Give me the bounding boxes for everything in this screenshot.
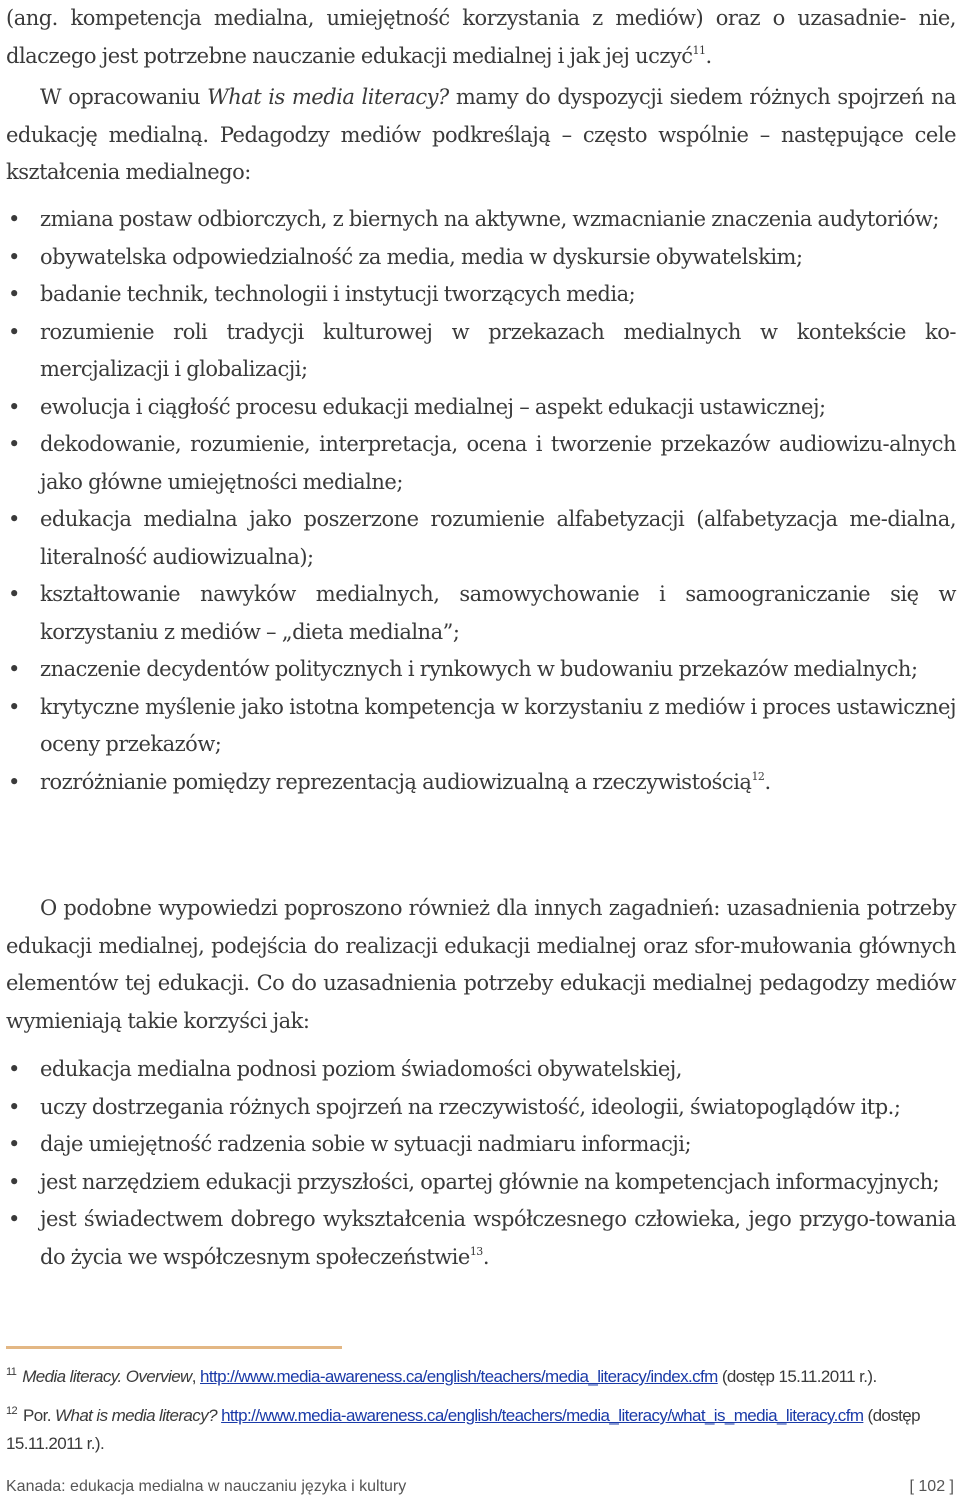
page-number: [ 102 ] bbox=[909, 1478, 954, 1495]
list-item-text: daje umiejętność radzenia sobie w sytuacji nadmiaru informacji; bbox=[40, 1132, 692, 1156]
list-item bbox=[6, 651, 956, 689]
footnotes bbox=[6, 1358, 956, 1458]
intro-line-1: (ang. kompetencja medialna, umiejętność korzystania z mediów) oraz o uzasadnie- bbox=[6, 6, 907, 30]
list-item-text: jest świadectwem dobrego wykształcenia współczesnego człowieka, jego przygo-towania do życia we współczesnym społeczeństwie bbox=[40, 1207, 956, 1269]
footnote-number: 11 bbox=[6, 1366, 17, 1378]
benefits-list bbox=[6, 1051, 956, 1276]
list-item bbox=[6, 1126, 956, 1164]
intro-line-2: nie, dlaczego jest potrzebne nauczanie edukacji medialnej i jak jej uczyć bbox=[6, 6, 956, 68]
list-item-text: dekodowanie, rozumienie, interpretacja, ocena i tworzenie przekazów audiowizu-alnych jako główne umiejętności medialne; bbox=[40, 432, 956, 494]
footnote-suffix: (dostęp 15.11.2011 r.). bbox=[6, 1406, 921, 1453]
list-item bbox=[6, 1089, 956, 1127]
intro-paragraph bbox=[6, 0, 956, 75]
list-item bbox=[6, 1201, 956, 1276]
footnote-link[interactable]: http://www.media-awareness.ca/english/teachers/media_literacy/what_is_media_literacy.cfm bbox=[221, 1406, 864, 1425]
list-item bbox=[6, 314, 956, 389]
list-item-text: rozumienie roli tradycji kulturowej w przekazach medialnych w kontekście ko-mercjalizacji i globalizacji; bbox=[40, 319, 956, 381]
paragraph-benefits-intro bbox=[6, 890, 956, 1040]
footnote-12 bbox=[6, 1397, 956, 1458]
list-item-text: edukacja medialna podnosi poziom świadomości obywatelskiej, bbox=[40, 1057, 682, 1081]
footnote-ref-13[interactable]: 13 bbox=[469, 1244, 483, 1258]
list-item-text: jest narzędziem edukacji przyszłości, opartej głównie na kompetencjach informacyjnych; bbox=[40, 1169, 940, 1194]
para2-start: W opracowaniu bbox=[40, 85, 208, 109]
list-item-text: uczy dostrzegania różnych spojrzeń na rzeczywistość, ideologii, światopoglądów itp.; bbox=[40, 1094, 901, 1119]
footnote-italic-title: What is media literacy? bbox=[55, 1406, 217, 1425]
footnote-ref-12[interactable]: 12 bbox=[751, 769, 765, 783]
footnote-prefix: Por. bbox=[23, 1406, 56, 1425]
intro-end: . bbox=[705, 43, 712, 68]
footnote-11 bbox=[6, 1358, 956, 1391]
list-item bbox=[6, 576, 956, 651]
footnote-divider bbox=[6, 1346, 342, 1349]
list-item bbox=[6, 239, 956, 277]
para3-text: O podobne wypowiedzi poproszono również dla innych zagadnień: uzasadnienia potrzeby edukacji medialnej, podejścia do realizacji edukacji medialnej oraz sfor-mułowania głównych elementów tej edukacji. Co do uzasadnienia potrzeby edukacji medialnej pedagodzy mediów wymieniają takie korzyści jak: bbox=[6, 896, 956, 1033]
list-item bbox=[6, 689, 956, 764]
list-item-text: zmiana postaw odbiorczych, z biernych na aktywne, wzmacnianie znaczenia audytoriów; bbox=[40, 207, 939, 231]
para2-rest: mamy do dyspozycji siedem różnych spojrzeń na edukację medialną. Pedagodzy mediów podkreślają – często wspólnie – następujące cele kształcenia medialnego: bbox=[6, 85, 956, 184]
list-item-end: . bbox=[764, 769, 771, 794]
list-item bbox=[6, 764, 956, 802]
footnote-italic-title: Media literacy. Overview bbox=[22, 1367, 192, 1386]
footnote-ref-11[interactable]: 11 bbox=[692, 43, 706, 57]
footnote-separator: , bbox=[191, 1367, 200, 1386]
footnote-number: 12 bbox=[6, 1405, 18, 1417]
page-footer bbox=[6, 1478, 954, 1496]
goals-list bbox=[6, 201, 956, 801]
paragraph-media-literacy bbox=[6, 79, 956, 192]
list-item-end: . bbox=[482, 1244, 489, 1269]
list-item bbox=[6, 1164, 956, 1202]
list-item-text: badanie technik, technologii i instytucji tworzących media; bbox=[40, 282, 636, 306]
footnote-link[interactable]: http://www.media-awareness.ca/english/teachers/media_literacy/index.cfm bbox=[200, 1367, 718, 1386]
list-item-text: ewolucja i ciągłość procesu edukacji medialnej – aspekt edukacji ustawicznej; bbox=[40, 394, 826, 419]
list-item bbox=[6, 1051, 956, 1089]
para2-italic-title: What is media literacy? bbox=[207, 85, 449, 109]
footer-title: Kanada: edukacja medialna w nauczaniu języka i kultury bbox=[6, 1478, 407, 1495]
list-item bbox=[6, 389, 956, 427]
list-item-text: kształtowanie nawyków medialnych, samowychowanie i samoograniczanie się w korzystaniu z mediów – „dieta medialna”; bbox=[40, 582, 956, 644]
list-item bbox=[6, 201, 956, 239]
list-item bbox=[6, 501, 956, 576]
list-item bbox=[6, 426, 956, 501]
list-item bbox=[6, 276, 956, 314]
list-item-text: edukacja medialna jako poszerzone rozumienie alfabetyzacji (alfabetyzacja me-dialna, literalność audiowizualna); bbox=[40, 507, 956, 569]
list-item-text: rozróżnianie pomiędzy reprezentacją audiowizualną a rzeczywistością bbox=[40, 769, 752, 794]
list-item-text: krytyczne myślenie jako istotna kompetencja w korzystaniu z mediów i proces ustawicznej oceny przekazów; bbox=[40, 694, 956, 756]
footnote-suffix: (dostęp 15.11.2011 r.). bbox=[717, 1367, 877, 1386]
list-item-text: obywatelska odpowiedzialność za media, media w dyskursie obywatelskim; bbox=[40, 244, 803, 269]
list-item-text: znaczenie decydentów politycznych i rynkowych w budowaniu przekazów medialnych; bbox=[40, 657, 918, 681]
